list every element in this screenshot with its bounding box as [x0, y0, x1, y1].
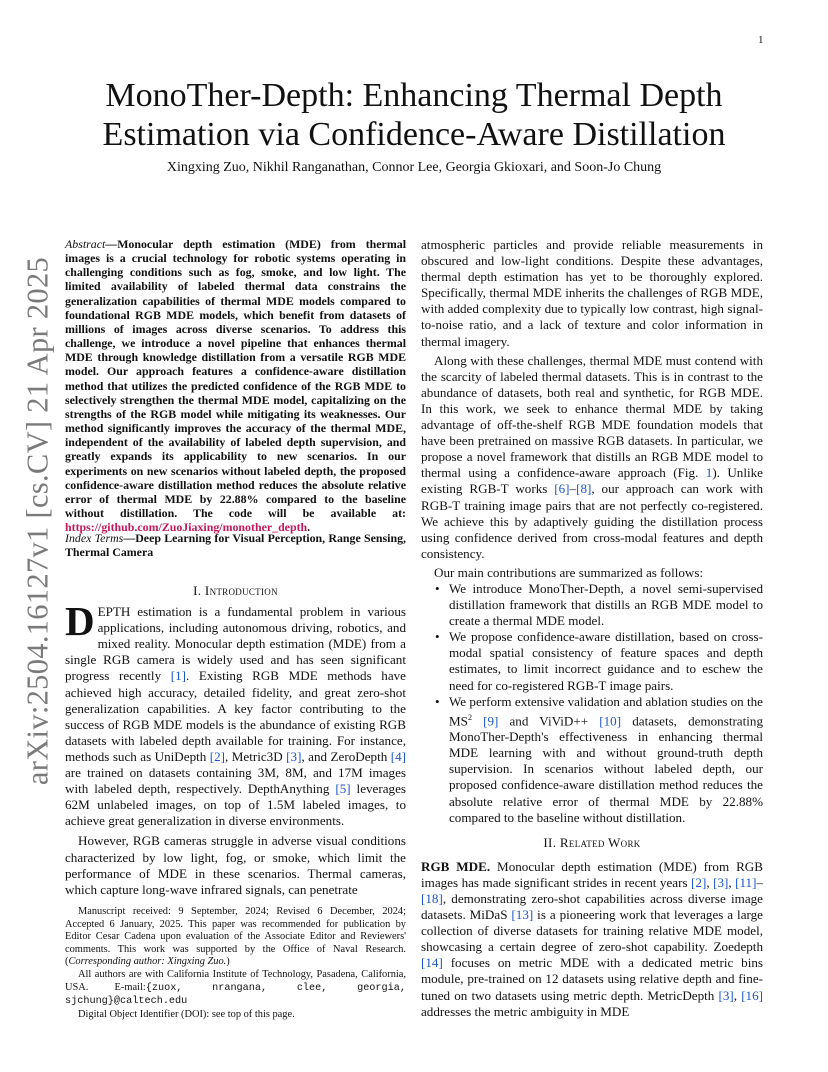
arxiv-stamp — [20, 256, 55, 786]
section-heading-related-work — [421, 835, 763, 851]
text-span: – — [569, 481, 577, 497]
section-number: I. — [193, 583, 205, 598]
intro-paragraph-2: However, RGB cameras struggle in adverse visual conditions characterized by low light, fog, or smoke, which limit the performance of MDE in these scenarios. Thermal cameras, which capture long-wave infrared signals, can penetrate — [65, 833, 406, 897]
abstract-text: —Monocular depth estimation (MDE) from thermal images is a crucial technology for robotic systems operating in challenging conditions such as fog, smoke, and low light. The limited availability of labeled thermal data constrains the generalization capabilities of thermal MDE models compared to foundational RGB MDE models, which benefit from datasets of millions of images across diverse scenarios. To address this challenge, we introduce a novel pipeline that enhances thermal MDE through knowledge distillation from a versatile RGB MDE model. Our approach features a confidence-aware distillation method that utilizes the predicted confidence of the RGB MDE to selectively strengthen the thermal MDE model, capitalizing on the strengths of the RGB model while mitigating its weaknesses. Our method significantly improves the accuracy of the thermal MDE, independent of the availability of labeled depth supervision, and greatly expands its applicability to new scenarios. In our experiments on new scenarios without labeled depth, the proposed confidence-aware distillation method reduces the absolute relative error of thermal MDE by 22.88% compared to the baseline without distillation. The code will be available at: — [65, 237, 406, 520]
citation-link[interactable]: [18] — [421, 891, 443, 907]
footnotes — [65, 906, 406, 1021]
contribution-item: • We propose confidence-aware distillation, based on cross-modal spatial consistency of feature spaces and depth estimates, to limit incorrect guidance and to eschew the need for co-registered RGB-T image pairs. — [449, 629, 763, 693]
footnote-doi: Digital Object Identifier (DOI): see top of this page. — [78, 1008, 295, 1020]
section-title: Introduction — [204, 583, 278, 598]
contribution-list — [421, 581, 763, 826]
index-terms-label: Index Terms — [65, 531, 124, 545]
title-line-1: MonoTher-Depth: Enhancing Thermal Depth — [105, 77, 723, 114]
superscript: 2 — [467, 712, 472, 722]
text-span: – — [756, 874, 764, 890]
citation-link[interactable]: [2] — [209, 748, 226, 764]
citation-link[interactable]: [13] — [511, 907, 534, 923]
author-list: Xingxing Zuo, Nikhil Ranganathan, Connor Lee, Georgia Gkioxari, and Soon-Jo Chung — [166, 160, 662, 175]
text-span: ). Unlike existing RGB-T works — [421, 465, 763, 497]
citation-link[interactable]: [16] — [741, 987, 764, 1003]
figure-link[interactable]: 1 — [705, 465, 713, 481]
contribution-item — [449, 694, 763, 826]
citation-link[interactable]: [11] — [735, 874, 757, 890]
citation-link[interactable]: [6] — [554, 481, 570, 497]
text-span: and ViViD++ — [498, 713, 600, 729]
text-span: Corresponding author: Xingxing Zuo. — [68, 956, 227, 968]
text-span: is a pioneering work that leverages a large collection of diverse datasets for training relative MDE model, showcasing a certain degree of zero-shot capability. Zoedepth — [421, 907, 763, 955]
arxiv-stamp-text: arXiv:2504.16127v1 [cs.CV] 21 Apr 2025 — [20, 256, 55, 786]
footnote-affiliation — [65, 969, 406, 1009]
section-number: II. — [543, 834, 560, 850]
text-span: ) — [226, 956, 230, 968]
text-span: , Metric3D — [225, 748, 287, 764]
citation-link[interactable]: [2] — [691, 874, 707, 890]
citation-link[interactable]: [14] — [421, 955, 443, 971]
lead-word: EPTH — [97, 604, 131, 620]
text-span: , and ZeroDepth — [301, 748, 391, 764]
section-title: Related Work — [559, 834, 641, 850]
text-span: , — [706, 874, 714, 890]
citation-link[interactable]: [8] — [576, 481, 592, 497]
paper-title — [60, 76, 768, 154]
text-span: We perform extensive validation and ablation studies on the MS — [449, 693, 763, 729]
text-span: addresses the metric ambiguity in MDE — [421, 1003, 630, 1019]
text-span: datasets, demonstrating MonoTher-Depth's effectiveness in enhancing thermal MDE learning with and without ground-truth depth supervision. In scenarios without labeled depth, our proposed confidence-aware distillation method reduces the absolute relative error of thermal MDE by 22.88% compared to the baseline without distillation. — [449, 713, 763, 825]
section-heading-introduction — [65, 583, 406, 599]
page-number: 1 — [758, 34, 764, 46]
footnote-manuscript — [65, 906, 406, 969]
citation-link[interactable]: [4] — [390, 748, 406, 764]
text-span: , our approach can work with RGB-T training image pairs that are not perfectly co-registered. We achieve this by adaptively guiding the distillation process using confidence derived from cross-modal features and depth consistency. — [421, 481, 763, 561]
text-span: , — [728, 874, 736, 890]
text-span: All authors are with California Institute of Technology, Pasadena, California, USA. E-mail: — [65, 968, 406, 993]
text-span: are trained on datasets containing 3M, 8M, and 17M images with labeled depth, respectively. DepthAnything — [65, 765, 406, 797]
index-terms-text: —Deep Learning for Visual Perception, Range Sensing, Thermal Camera — [65, 531, 406, 560]
text-span: , demonstrating zero-shot capabilities across diverse image datasets. MiDaS — [421, 891, 763, 923]
introduction-section — [65, 583, 406, 898]
right-paragraph-2 — [421, 353, 763, 562]
text-span: Along with these challenges, thermal MDE must contend with the scarcity of labeled thermal datasets. This is in contrast to the abundance of datasets, both real and synthetic, for RGB MDE. In this work, we seek to enhance thermal MDE by taking advantage of off-the-shelf RGB MDE foundation models that have been pretrained on massive RGB datasets. In particular, we propose a novel framework that distills an RGB MDE model to thermal using a confidence-aware approach (Fig. — [421, 352, 763, 481]
abstract — [65, 237, 406, 534]
citation-link[interactable]: [3] — [718, 987, 734, 1003]
index-terms — [65, 531, 406, 559]
text-span: leverages 62M unlabeled images, on top of 1.5M labeled images, to achieve great generalization in diverse environments. — [65, 781, 406, 829]
contribution-item: • We introduce MonoTher-Depth, a novel semi-supervised distillation framework that distills an RGB MDE model to create a thermal MDE model. — [449, 581, 763, 629]
citation-link[interactable]: [3] — [713, 874, 729, 890]
right-paragraph-3: Our main contributions are summarized as follows: — [434, 564, 704, 580]
text-span: , — [733, 987, 742, 1003]
citation-link[interactable]: [10] — [599, 713, 622, 729]
related-work-paragraph — [421, 859, 763, 1020]
text-span: . Existing RGB MDE methods have achieved high accuracy, detailed fidelity, and great zero-shot generalization capabilities. A key factor contributing to the success of RGB MDE models is the abundance of existing RGB datasets with labeled depth available for training. For instance, methods such as UniDepth — [65, 668, 406, 764]
text-span: Monocular depth estimation (MDE) from RGB images has made significant strides in recent years — [421, 858, 763, 890]
right-column — [421, 237, 763, 1020]
paragraph-lead: RGB MDE. — [421, 858, 491, 874]
text-span: focuses on metric MDE with a dedicated metric bins module, pre-trained on 12 datasets using relative depth and fine-tuned on two datasets using metric depth. MetricDepth — [421, 955, 763, 1003]
citation-link[interactable]: [5] — [335, 781, 351, 797]
intro-paragraph-1 — [65, 598, 406, 829]
text-span: Manuscript received: 9 September, 2024; Revised 6 December, 2024; Accepted 6 January, 2025. This paper was recommended for publication by Editor Cesar Cadena upon evaluation of the Associate Editor and Reviewers' comments. This work was supported by the Office of Naval Research. ( — [65, 906, 406, 968]
drop-cap: D — [65, 598, 95, 645]
right-paragraph-1: atmospheric particles and provide reliable measurements in obscured and low-light conditions. Despite these advantages, thermal depth estimation has yet to be thoroughly explored. Specifically, thermal MDE inherits the challenges of RGB MDE, with added complexity due to typically low contrast, high signal-to-noise ratio, and a lack of texture and color information in thermal imagery. — [421, 237, 763, 349]
code-link[interactable]: https://github.com/ZuoJiaxing/monother_depth — [65, 520, 308, 535]
author-emails: {zuox, nrangana, clee, georgia, sjchung}@caltech.edu — [65, 982, 406, 1008]
citation-link[interactable]: [3] — [286, 748, 302, 764]
citation-link[interactable]: [1] — [170, 668, 186, 684]
title-line-2: Estimation via Confidence-Aware Distillation — [102, 116, 726, 153]
text-span: estimation is a fundamental problem in various applications, including autonomous driving, robotics, and mixed reality. Monocular depth estimation (MDE) from a single RGB camera is widely used and has seen significant progress recently — [65, 604, 406, 684]
abstract-label: Abstract — [65, 237, 106, 251]
citation-link[interactable]: [9] — [483, 713, 499, 729]
abstract-end: . — [307, 520, 311, 535]
